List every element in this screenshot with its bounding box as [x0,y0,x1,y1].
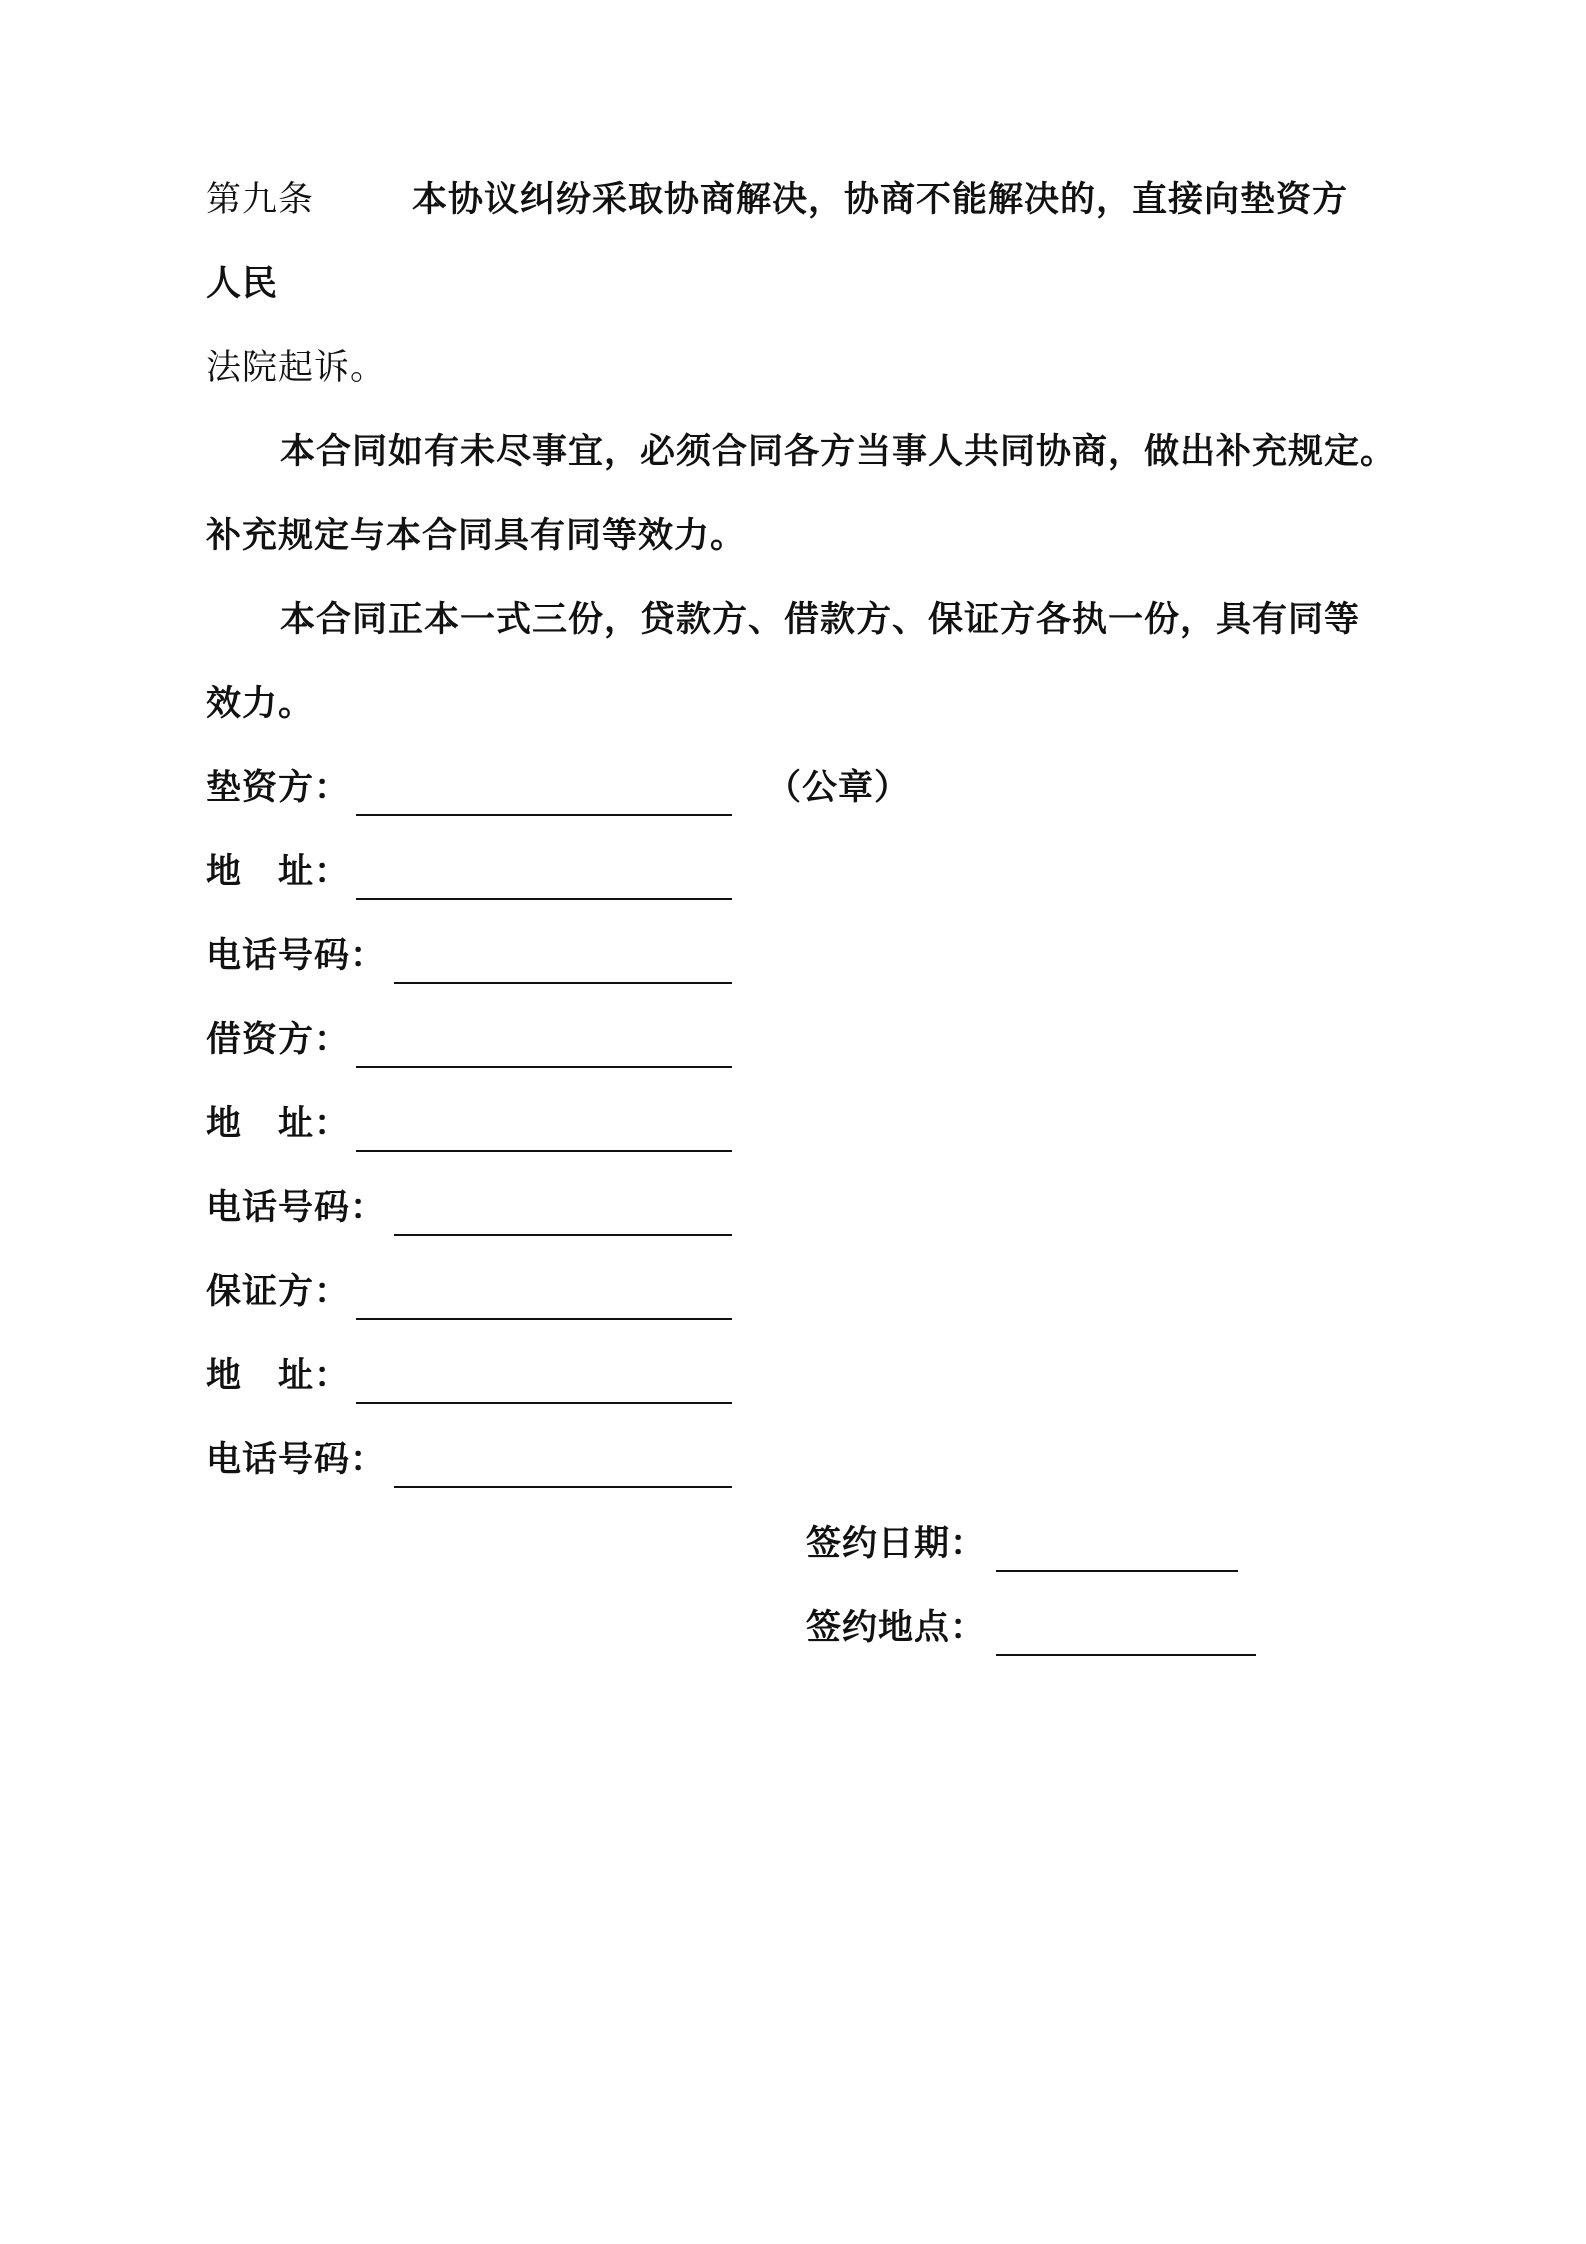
article-text-line3: 法院起诉。 [206,348,387,388]
guarantor-phone-blank-line [394,1486,732,1488]
financier-phone-blank-line [394,982,732,984]
financier-address-blank-line [356,898,732,900]
seal-note: （公章） [766,768,911,808]
copies-paragraph-line2: 效力。 [206,684,315,724]
financier-phone-label: 电话号码： [206,936,387,976]
guarantor-phone-label: 电话号码： [206,1440,387,1480]
article-text-line1: 本协议纠纷采取协商解决，协商不能解决的，直接向垫资方 [412,180,1349,220]
supplement-paragraph-line1: 本合同如有未尽事宜，必须合同各方当事人共同协商，做出补充规定。 [280,432,1397,472]
borrower-address-blank-line [356,1150,732,1152]
sign-place-label: 签约地点： [806,1608,987,1648]
sign-date-label: 签约日期： [806,1524,987,1564]
guarantor-blank-line [356,1318,732,1320]
guarantor-address-blank-line [356,1402,732,1404]
article-number: 第九条 [206,180,315,220]
borrower-phone-blank-line [394,1234,732,1236]
sign-date-blank-line [996,1570,1238,1572]
financier-blank-line [356,814,732,816]
borrower-label: 借资方： [206,1020,351,1060]
guarantor-label: 保证方： [206,1272,351,1312]
guarantor-address-label: 地 址： [206,1356,351,1396]
financier-address-label: 地 址： [206,852,351,892]
borrower-blank-line [356,1066,732,1068]
supplement-paragraph-line2: 补充规定与本合同具有同等效力。 [206,516,747,556]
article-text-line2: 人民 [206,264,279,304]
sign-place-blank-line [996,1654,1256,1656]
borrower-address-label: 地 址： [206,1104,351,1144]
borrower-phone-label: 电话号码： [206,1188,387,1228]
financier-label: 垫资方： [206,768,351,808]
copies-paragraph-line1: 本合同正本一式三份，贷款方、借款方、保证方各执一份，具有同等 [280,600,1361,640]
